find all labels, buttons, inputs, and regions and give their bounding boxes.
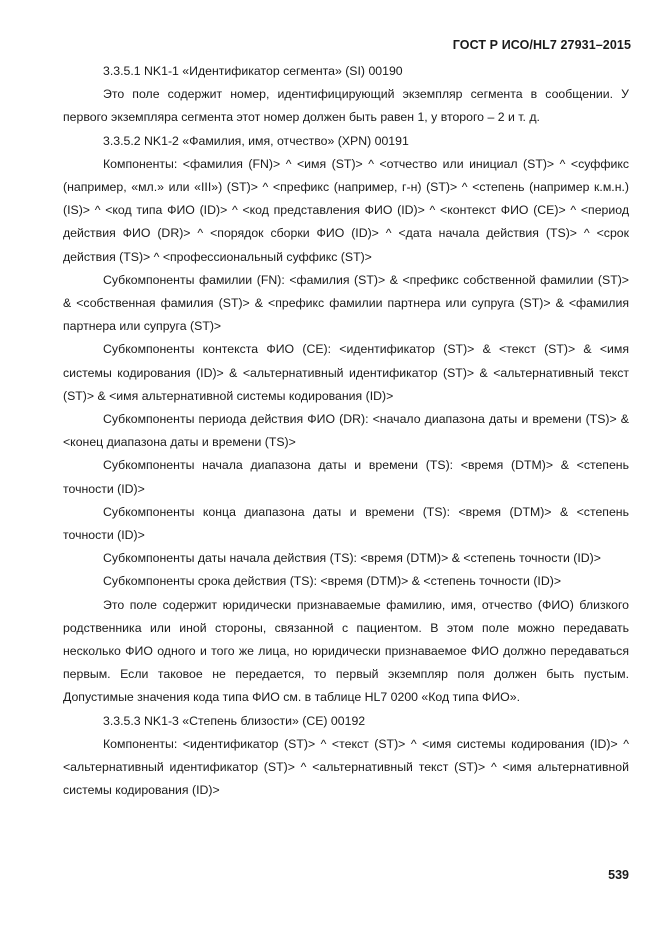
document-header: ГОСТ Р ИСО/HL7 27931–2015 [452,38,631,52]
paragraph-range-end-subcomponents: Субкомпоненты конца диапазона даты и времени (TS): <время (DTM)> & <степень точности (ID)> [63,504,629,543]
document-body [63,60,629,803]
paragraph-expiration-subcomponents: Субкомпоненты срока действия (TS): <время (DTM)> & <степень точности (ID)> [103,574,562,589]
paragraph-dr-subcomponents: Субкомпоненты периода действия ФИО (DR): <начало диапазона даты и времени (TS)> & <конец диапазона даты и времени (TS)> [63,412,629,450]
paragraph-nk1-2-components: Компоненты: <фамилия (FN)> ^ <имя (ST)> ^ <отчество или инициал (ST)> ^ <суффикс (например, «мл.» или «III») (ST)> ^ <префикс (например, г-н) (ST)> ^ <степень (например к.м.н.) (IS)> ^ <код типа ФИО (ID)> ^ <код представления ФИО (ID)> ^ <контекст ФИО (CE)> ^ <период действия ФИО (DR)> ^ <порядок сборки ФИО (ID)> ^ <дата начала действия (TS)> ^ <срок действия (TS)> ^ <профессиональный суффикс (ST)> [63,156,629,264]
page-number: 539 [608,868,629,882]
paragraph-nk1-1-description: Это поле содержит номер, идентифицирующий экземпляр сегмента в сообщении. У первого экземпляра сегмента этот номер должен быть равен 1, у второго – 2 и т. д. [63,87,629,125]
paragraph-ce-subcomponents: Субкомпоненты контекста ФИО (CE): <идентификатор (ST)> & <текст (ST)> & <имя системы кодирования (ID)> & <альтернативный идентификатор (ST)> & <альтернативный текст (ST)> & <имя альтернативной системы кодирования (ID)> [63,342,629,403]
paragraph-nk1-3-components: Компоненты: <идентификатор (ST)> ^ <текст (ST)> ^ <имя системы кодирования (ID)> ^ <альтернативный идентификатор (ST)> ^ <альтернативный текст (ST)> ^ <имя альтернативной системы кодирования (ID)> [63,736,629,798]
paragraph-effective-date-subcomponents: Субкомпоненты даты начала действия (TS): <время (DTM)> & <степень точности (ID)> [103,551,601,566]
section-heading-3-3-5-1: 3.3.5.1 NK1-1 «Идентификатор сегмента» (SI) 00190 [103,64,403,78]
paragraph-range-start-subcomponents: Субкомпоненты начала диапазона даты и времени (TS): <время (DTM)> & <степень точности (ID)> [63,458,629,496]
paragraph-nk1-2-description: Это поле содержит юридически признаваемые фамилию, имя, отчество (ФИО) близкого родственника или иной стороны, связанной с пациентом. В этом поле можно передавать несколько ФИО одного и того же лица, но юридически признаваемое ФИО должно передаваться первым. Если таковое не передается, то первый экземпляр поля должен быть пустым. Допустимые значения кода типа ФИО см. в таблице HL7 0200 «Код типа ФИО». [63,597,629,705]
paragraph-fn-subcomponents: Субкомпоненты фамилии (FN): <фамилия (ST)> & <префикс собственной фамилии (ST)> & <собственная фамилия (ST)> & <префикс фамилии партнера или супруга (ST)> & <фамилия партнера или супруга (ST)> [63,272,629,334]
section-heading-3-3-5-3: 3.3.5.3 NK1-3 «Степень близости» (CE) 00192 [103,713,366,728]
section-heading-3-3-5-2: 3.3.5.2 NK1-2 «Фамилия, имя, отчество» (XPN) 00191 [103,133,409,148]
